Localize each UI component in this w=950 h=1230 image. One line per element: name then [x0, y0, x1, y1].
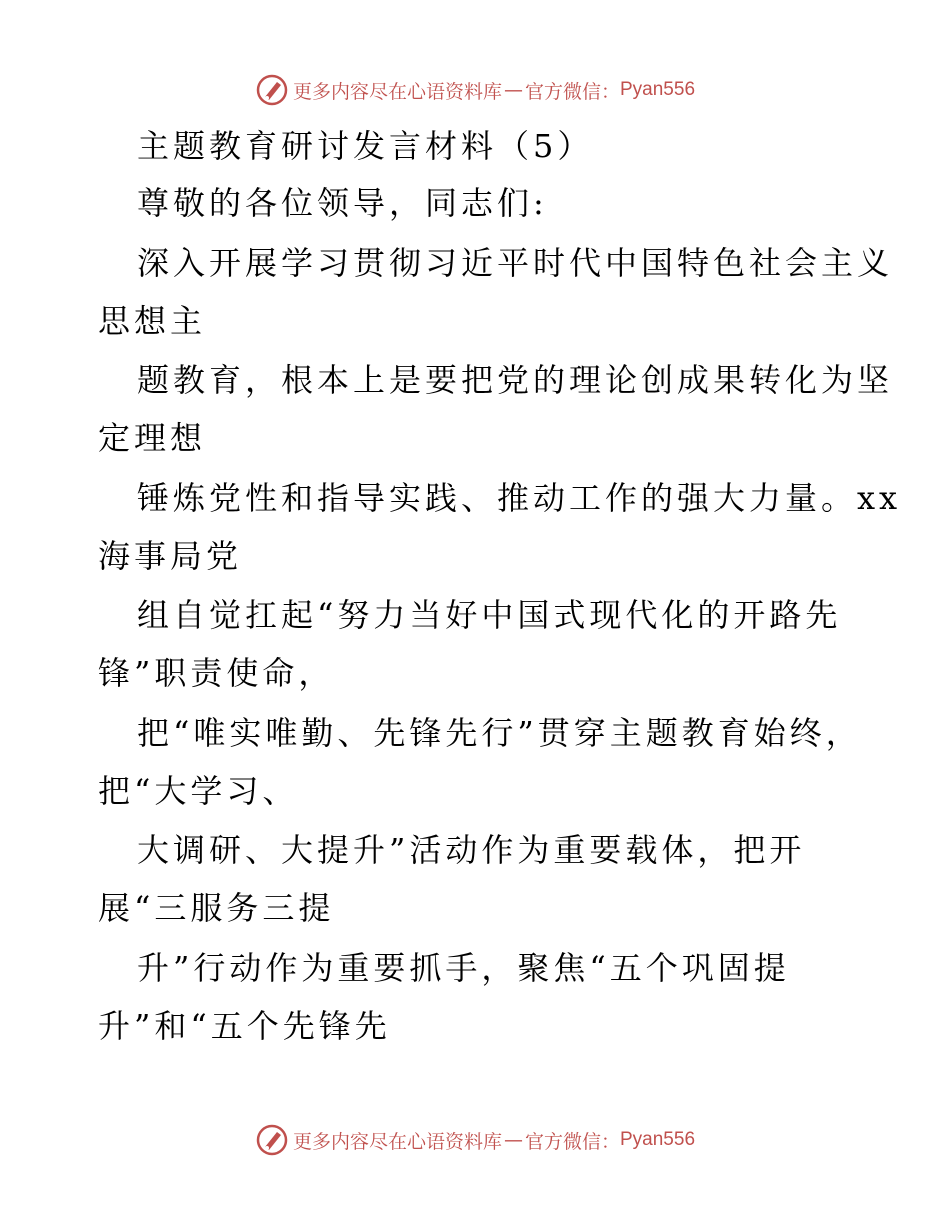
- header-wechat-id: Pyan556: [620, 79, 696, 100]
- document-line: 组自觉扛起“努力当好中国式现代化的开路先: [137, 596, 842, 634]
- footer-banner: [0, 1120, 950, 1160]
- document-line: 尊敬的各位领导，同志们:: [137, 184, 548, 222]
- footer-dash: —: [503, 1129, 523, 1151]
- logo-icon: [255, 73, 289, 107]
- document-line: 海事局党: [98, 537, 243, 575]
- document-line: 大调研、大提升”活动作为重要载体，把开: [137, 831, 806, 869]
- document-line: 锤炼党性和指导实践、推动工作的强大力量。xx: [137, 479, 902, 517]
- document-line: 把“大学习、: [98, 772, 299, 810]
- logo-icon: [255, 1123, 289, 1157]
- document-line: 定理想: [98, 419, 207, 457]
- header-site-text: 更多内容尽在心语资料库: [292, 80, 502, 103]
- document-line: 锋”职责使命，: [98, 654, 335, 692]
- header-banner: [0, 70, 950, 110]
- document-line: 展“三服务三提: [98, 889, 335, 927]
- document-line: 升”和“五个先锋先: [98, 1007, 391, 1045]
- footer-wechat-label: 官方微信：: [524, 1130, 620, 1153]
- document-line: 升”行动作为重要抓手，聚焦“五个巩固提: [137, 949, 790, 987]
- header-wechat-label: 官方微信：: [524, 80, 620, 103]
- document-line: 深入开展学习贯彻习近平时代中国特色社会主义: [137, 244, 894, 282]
- footer-wechat-id: Pyan556: [620, 1129, 696, 1150]
- document-line: 把“唯实唯勤、先锋先行”贯穿主题教育始终，: [137, 714, 862, 752]
- document-line: 思想主: [98, 302, 207, 340]
- header-dash: —: [503, 79, 523, 101]
- document-line: 题教育，根本上是要把党的理论创成果转化为坚: [137, 361, 894, 399]
- document-title: 主题教育研讨发言材料（5）: [137, 127, 594, 165]
- footer-site-text: 更多内容尽在心语资料库: [292, 1130, 502, 1153]
